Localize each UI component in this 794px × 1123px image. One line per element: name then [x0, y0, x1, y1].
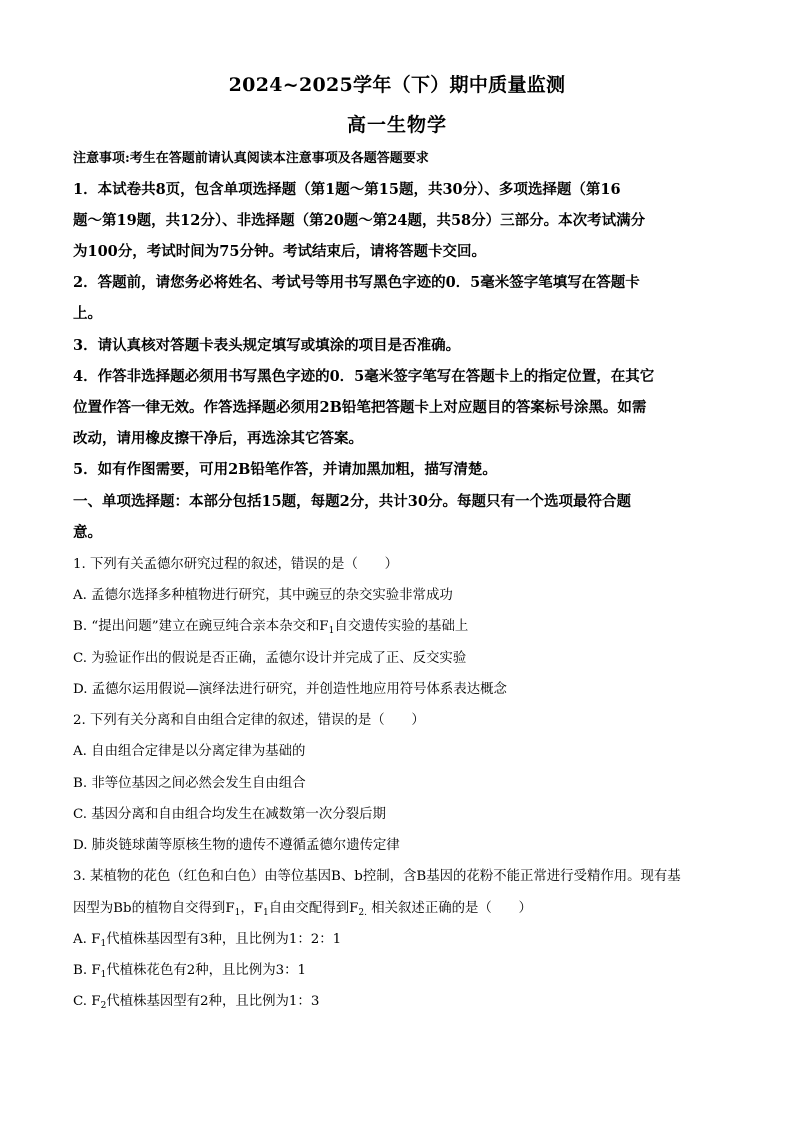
question-3-stem: 3. 某植物的花色（红色和白色）由等位基因B、b控制，含B基因的花粉不能正常进行受精作用。现有基	[73, 869, 681, 884]
question-1-option-c: C. 为验证作出的假说是否正确，孟德尔设计并完成了正、反交实验	[73, 651, 467, 666]
option-text: C. F	[73, 994, 101, 1009]
exam-title: 2024~2025学年（下）期中质量监测	[228, 74, 566, 96]
question-2-option-b: B. 非等位基因之间必然会发生自由组合	[73, 776, 306, 791]
question-2-option-c: C. 基因分离和自由组合均发生在减数第一次分裂后期	[73, 807, 386, 822]
option-text: A. F	[73, 932, 101, 947]
question-2-stem: 2. 下列有关分离和自由组合定律的叙述，错误的是（ ）	[73, 713, 425, 728]
notice-line: 上。	[73, 305, 102, 322]
option-text: 代植株基因型有3种，且比例为1：2：1	[106, 932, 342, 947]
option-text: 代植株基因型有2种，且比例为1：3	[106, 994, 320, 1009]
notice-heading: 注意事项:考生在答题前请认真阅读本注意事项及各题答题要求	[73, 151, 429, 166]
subscript: 2.	[358, 908, 367, 918]
option-text: B. F	[73, 963, 101, 978]
stem-text: ，F	[240, 901, 264, 916]
notice-line: 改动，请用橡皮擦干净后，再选涂其它答案。	[73, 430, 363, 447]
question-1-option-b	[73, 617, 468, 637]
question-2-option-d: D. 肺炎链球菌等原核生物的遗传不遵循孟德尔遗传定律	[73, 838, 400, 853]
stem-text: 相关叙述正确的是（ ）	[367, 901, 532, 916]
subscript: 1	[100, 939, 107, 949]
subscript: 1	[263, 908, 269, 918]
notice-line: 3．请认真核对答题卡表头规定填写或填涂的项目是否准确。	[73, 337, 461, 354]
section-heading-cont: 意。	[73, 524, 102, 541]
notice-line: 为100分，考试时间为75分钟。考试结束后，请将答题卡交回。	[73, 243, 486, 260]
notice-line: 4．作答非选择题必须用书写黑色字迹的0．5毫米签字笔写在答题卡上的指定位置，在其它	[73, 368, 655, 385]
subscript: 2	[100, 1001, 107, 1011]
question-3-option-b	[73, 961, 306, 981]
subscript: 1	[234, 908, 241, 918]
option-text: B. “提出问题”建立在豌豆纯合亲本杂交和F	[73, 619, 329, 634]
question-2-option-a: A. 自由组合定律是以分离定律为基础的	[73, 744, 306, 759]
section-heading: 一、单项选择题：本部分包括15题，每题2分，共计30分。每题只有一个选项最符合题	[73, 493, 631, 510]
option-text: 代植株花色有2种，且比例为3：1	[106, 963, 307, 978]
question-1-option-d: D. 孟德尔运用假说—演绎法进行研究，并创造性地应用符号体系表达概念	[73, 682, 507, 697]
notice-line: 位置作答一律无效。作答选择题必须用2B铅笔把答题卡上对应题目的答案标号涂黑。如需	[73, 399, 647, 416]
stem-text: 自由交配得到F	[268, 901, 359, 916]
notice-line: 2．答题前，请您务必将姓名、考试号等用书写黑色字迹的0．5毫米签字笔填写在答题卡	[73, 274, 640, 291]
exam-subject: 高一生物学	[346, 114, 447, 136]
stem-text: 因型为Bb的植物自交得到F	[73, 901, 235, 916]
notice-line: 1．本试卷共8页，包含单项选择题（第1题～第15题，共30分）、多项选择题（第16	[73, 181, 621, 198]
question-1-stem: 1. 下列有关孟德尔研究过程的叙述，错误的是（ ）	[73, 557, 399, 572]
question-1-option-a: A. 孟德尔选择多种植物进行研究，其中豌豆的杂交实验非常成功	[73, 588, 453, 603]
subscript: 1	[328, 626, 335, 636]
notice-line: 5．如有作图需要，可用2B铅笔作答，并请加黑加粗，描写清楚。	[73, 461, 497, 478]
question-3-option-c	[73, 992, 319, 1012]
question-3-option-a	[73, 930, 341, 950]
question-3-stem-cont	[73, 899, 532, 919]
option-text: 自交遗传实验的基础上	[334, 619, 469, 634]
notice-line: 题～第19题，共12分）、非选择题（第20题～第24题，共58分）三部分。本次考试满分	[73, 212, 646, 229]
subscript: 1	[100, 970, 107, 980]
